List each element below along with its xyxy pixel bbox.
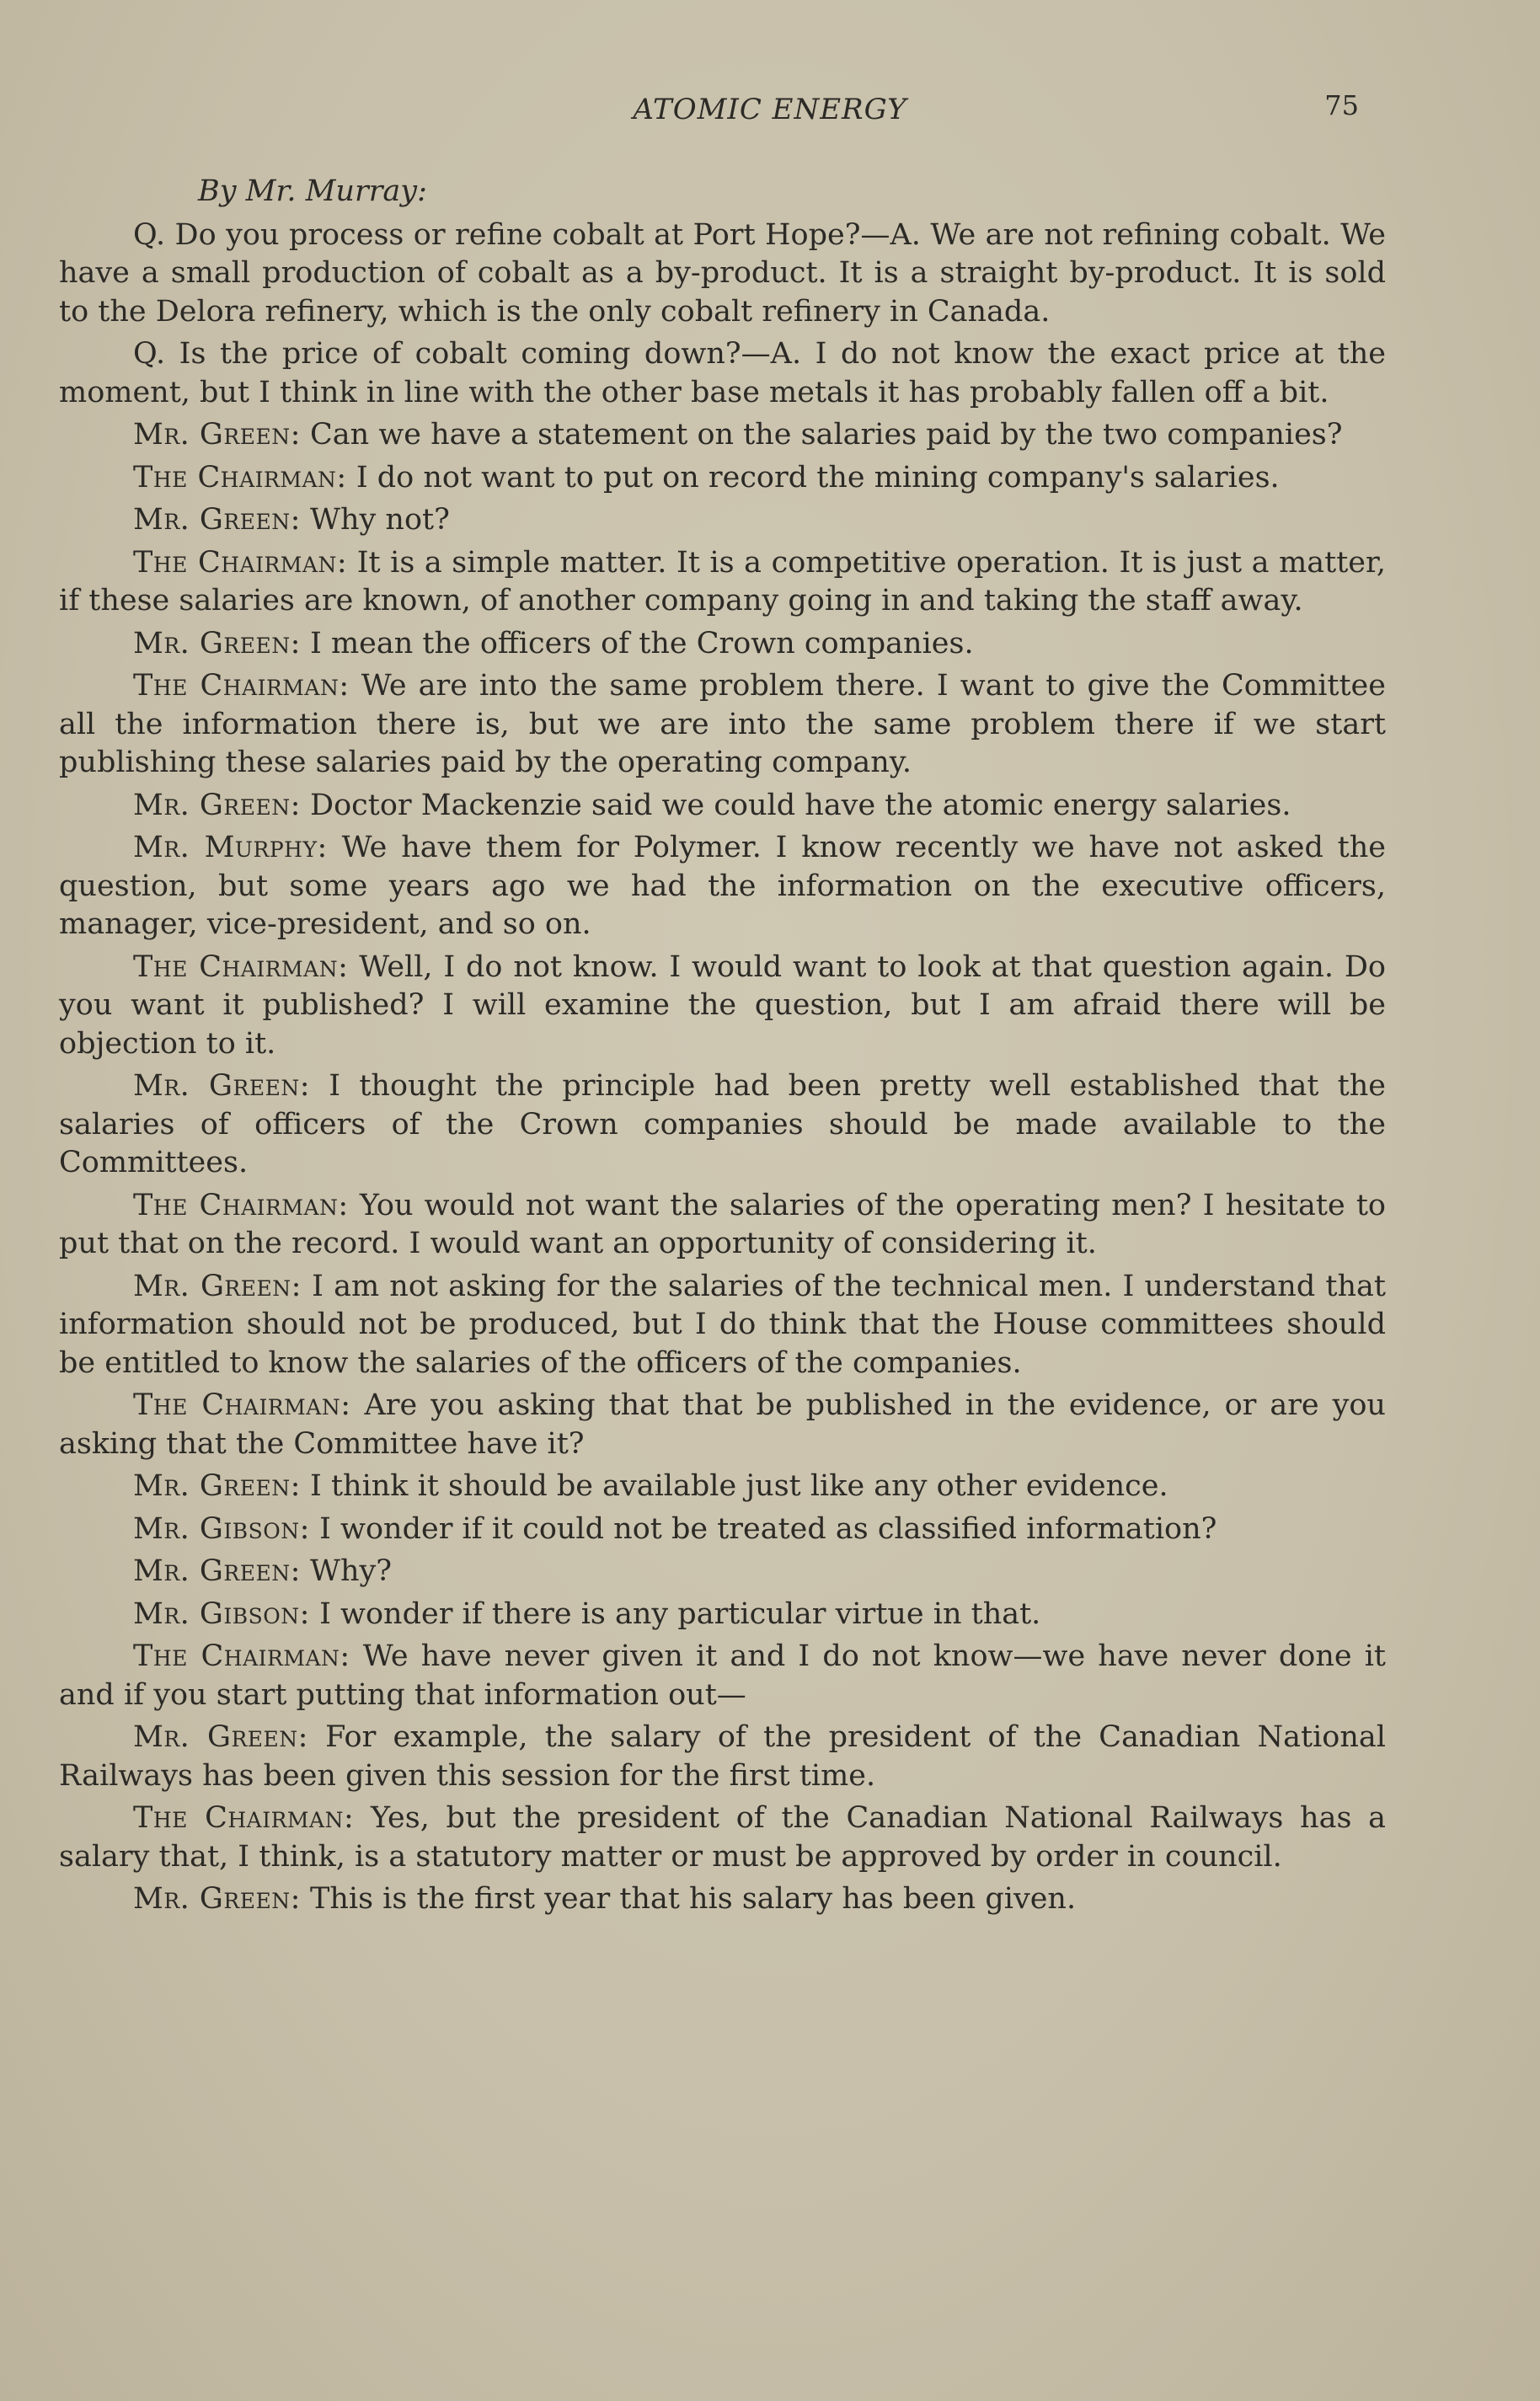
paragraph-text: I wonder if it could not be treated as classified information? xyxy=(319,1511,1217,1546)
paragraph-text: I wonder if there is any particular virtue in that. xyxy=(319,1596,1041,1631)
paragraph xyxy=(59,217,1386,332)
paragraph-text: Are you asking that that be published in the evidence, or are you asking that the Committee have it? xyxy=(59,1388,1386,1461)
paragraph xyxy=(59,1553,1386,1591)
speaker-label: The Chairman: xyxy=(133,1388,351,1422)
paragraph-text: Well, I do not know. I would want to look at that question again. Do you want it published? I will examine the question, but I am afraid there will be objection to it. xyxy=(59,949,1386,1061)
page-number: 75 xyxy=(1324,89,1359,121)
paragraph-text: For example, the salary of the president of the Canadian National Railways has been given this session for the first time. xyxy=(59,1720,1386,1793)
speaker-label: Mr. Green: xyxy=(133,788,301,822)
speaker-label: The Chairman: xyxy=(133,1188,349,1222)
paragraph-text: It is a simple matter. It is a competitive operation. It is just a matter, if these salaries are known, of another company going in and taking the staff away. xyxy=(59,545,1386,618)
speaker-label: The Chairman: xyxy=(133,1801,355,1835)
speaker-label: Mr. Green: xyxy=(133,1554,301,1588)
paragraph xyxy=(59,667,1386,783)
paragraph xyxy=(59,544,1386,621)
transcript-body xyxy=(59,173,1386,1923)
speaker-label: The Chairman: xyxy=(133,545,348,580)
paragraph-text: You would not want the salaries of the operating men? I hesitate to put that on the record. I would want an opportunity of considering it. xyxy=(59,1188,1386,1260)
speaker-label: Mr. Green: xyxy=(133,1720,308,1754)
paragraph xyxy=(59,949,1386,1064)
paragraph-text: This is the first year that his salary has been given. xyxy=(310,1882,1077,1916)
examiner-subheading: By Mr. Murray: xyxy=(198,174,427,208)
speaker-label: Mr. Green: xyxy=(133,418,301,452)
paragraph xyxy=(59,1596,1386,1634)
paragraph-text: I mean the officers of the Crown companies. xyxy=(310,626,974,660)
paragraph-text: Can we have a statement on the salaries paid by the two companies? xyxy=(310,418,1343,452)
speaker-label: Mr. Green: xyxy=(133,1069,310,1103)
paragraph-text: We are into the same problem there. I want to give the Committee all the information there is, but we are into the same problem there if we start publishing these salaries paid by the operating company. xyxy=(59,669,1386,779)
paragraph-text: Doctor Mackenzie said we could have the atomic energy salaries. xyxy=(310,788,1291,822)
speaker-label: Mr. Gibson: xyxy=(133,1596,310,1631)
speaker-label: The Chairman: xyxy=(133,460,347,495)
running-head xyxy=(0,89,1540,135)
paragraph xyxy=(59,1067,1386,1183)
paragraph-text: Yes, but the president of the Canadian National Railways has a salary that, I think, is a statutory matter or must be approved by order in council. xyxy=(59,1801,1386,1874)
speaker-label: Mr. Murphy: xyxy=(133,831,328,864)
paragraph xyxy=(59,1187,1386,1264)
speaker-label: The Chairman: xyxy=(133,669,350,703)
speaker-label: Mr. Green: xyxy=(133,1882,301,1916)
running-title: ATOMIC ENERGY xyxy=(633,93,907,126)
paragraph xyxy=(59,1880,1386,1919)
paragraph xyxy=(59,501,1386,540)
paragraph xyxy=(59,1511,1386,1549)
paragraph xyxy=(59,335,1386,412)
paragraph-text: I think it should be available just like any other evidence. xyxy=(310,1469,1168,1503)
paragraph xyxy=(59,1799,1386,1876)
speaker-label: Mr. Green: xyxy=(133,503,301,537)
paragraph-text: Why? xyxy=(310,1554,393,1588)
paragraph-text: Q. Is the price of cobalt coming down?—A. I do not know the exact price at the moment, but I think in line with the other base metals it has probably fallen off a bit. xyxy=(59,337,1386,409)
speaker-label: Mr. Green: xyxy=(133,626,301,660)
paragraph xyxy=(59,1268,1386,1383)
paragraph xyxy=(59,1719,1386,1795)
paragraph-text: Q. Do you process or refine cobalt at Port Hope?—A. We are not refining cobalt. We have a small production of cobalt as a by-product. It is a straight by-product. It is sold to the Delora refinery, which is the only cobalt refinery in Canada. xyxy=(59,217,1386,329)
paragraph xyxy=(59,1387,1386,1463)
speaker-label: Mr. Green: xyxy=(133,1269,302,1303)
paragraph xyxy=(59,1638,1386,1714)
paragraph-text: I am not asking for the salaries of the technical men. I understand that information should not be produced, but I do think that the House committees should be entitled to know the salaries of the officers of the companies. xyxy=(59,1269,1386,1380)
paragraph xyxy=(59,1468,1386,1506)
paragraph xyxy=(59,829,1386,944)
paragraph xyxy=(59,625,1386,664)
paragraph-text: We have them for Polymer. I know recently we have not asked the question, but some years ago we had the information on the executive officers, manager, vice-president, and so on. xyxy=(59,831,1386,941)
speaker-label: The Chairman: xyxy=(133,1639,350,1673)
paragraph xyxy=(59,416,1386,455)
speaker-label: The Chairman: xyxy=(133,949,349,984)
paragraph-text: I thought the principle had been pretty well established that the salaries of officers of the Crown companies should be made available to the Committees. xyxy=(59,1069,1386,1179)
paragraph xyxy=(59,459,1386,498)
paragraph xyxy=(59,787,1386,826)
speaker-label: Mr. Gibson: xyxy=(133,1511,310,1546)
paragraph-text: Why not? xyxy=(310,503,450,537)
paragraph-text: We have never given it and I do not know—we have never done it and if you start putting that information out— xyxy=(59,1639,1386,1712)
speaker-label: Mr. Green: xyxy=(133,1469,301,1503)
paragraph-text: I do not want to put on record the mining company's salaries. xyxy=(356,460,1280,495)
